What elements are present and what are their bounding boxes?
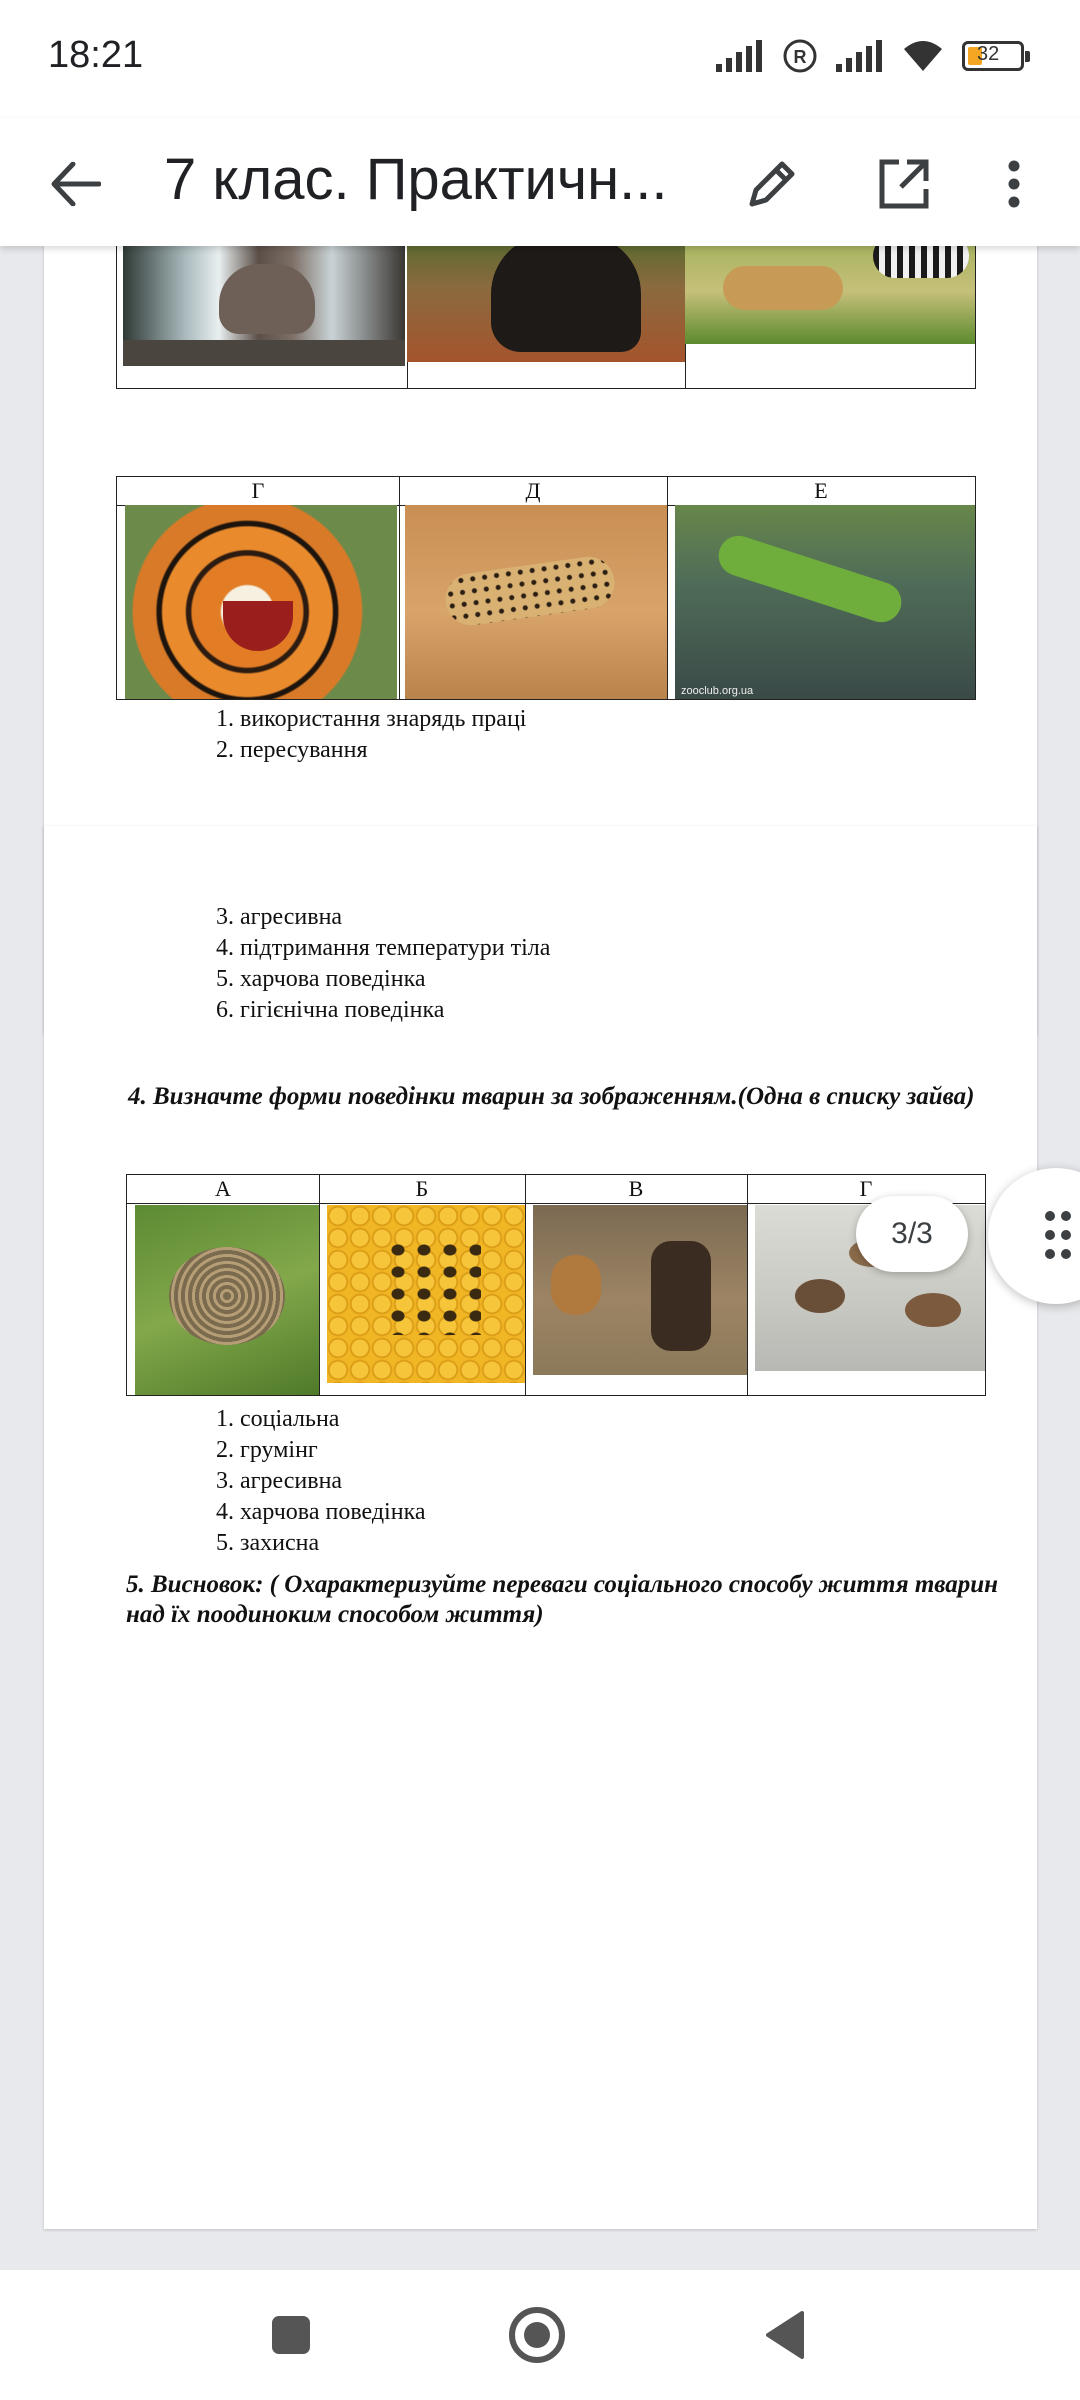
home-circle-icon xyxy=(508,2306,566,2364)
list-item: 4. харчова поведінка xyxy=(216,1499,426,1525)
arrow-left-icon xyxy=(51,162,101,206)
battery-icon xyxy=(962,41,1024,71)
wifi-icon xyxy=(902,39,944,73)
list-item: 5. захисна xyxy=(216,1530,320,1556)
table-cell-e xyxy=(667,477,975,699)
list-item: 3. агресивна xyxy=(216,1468,343,1494)
status-time: 18:21 xyxy=(48,34,144,76)
task-4-heading: 4. Визначте форми поведінки тварин за зображенням.(Одна в списку зайва) xyxy=(128,1083,975,1110)
square-icon xyxy=(270,2314,312,2356)
table-cell-v xyxy=(525,1175,748,1395)
list-item: 5. харчова поведінка xyxy=(216,966,426,992)
open-in-new-icon xyxy=(877,157,931,211)
table-header-d: Д xyxy=(399,477,667,506)
status-bar xyxy=(0,0,1080,118)
table-cell xyxy=(407,246,686,388)
list-item: 1. використання знарядь праці xyxy=(216,706,527,732)
recent-apps-button[interactable] xyxy=(256,2300,326,2370)
system-navigation-bar xyxy=(0,2270,1080,2400)
table-cell-a xyxy=(127,1175,320,1395)
edit-button[interactable] xyxy=(736,148,808,220)
back-button[interactable] xyxy=(40,148,112,220)
table-cell xyxy=(117,246,408,388)
tiger-image xyxy=(125,505,397,699)
bees-honeycomb-image xyxy=(327,1205,526,1383)
table-cell-d xyxy=(399,477,668,699)
cheetah-image xyxy=(405,505,667,699)
table-cell xyxy=(685,246,975,388)
table-header-g2: Г xyxy=(747,1175,985,1204)
app-toolbar xyxy=(0,118,1080,246)
roaming-icon xyxy=(782,38,818,74)
document-page-3 xyxy=(44,826,1037,2229)
document-title: 7 клас. Практичн... xyxy=(164,147,668,212)
table-header-g: Г xyxy=(117,477,399,506)
open-external-button[interactable] xyxy=(868,148,940,220)
triangle-back-icon xyxy=(762,2310,808,2360)
signal-icon-2 xyxy=(836,40,884,72)
signal-icon xyxy=(716,40,764,72)
hedgehog-image xyxy=(135,1205,319,1395)
list-item: 2. пересування xyxy=(216,737,368,763)
svg-text:R: R xyxy=(793,47,807,67)
battery-level: 32 xyxy=(977,43,1000,65)
grid-dots-icon xyxy=(1044,1208,1074,1262)
home-button[interactable] xyxy=(502,2300,572,2370)
elephant-waterfall-image xyxy=(123,246,405,366)
table-header-b: Б xyxy=(319,1175,525,1204)
back-nav-button[interactable] xyxy=(750,2300,820,2370)
answer-list-b xyxy=(216,902,550,1026)
lizard-image xyxy=(675,505,975,699)
chimpanzee-image xyxy=(407,246,686,362)
more-vert-icon xyxy=(1007,159,1021,209)
answer-list-c xyxy=(216,1404,426,1559)
more-options-button[interactable] xyxy=(984,148,1044,220)
conclusion-heading: 5. Висновок: ( Охарактеризуйте переваги соціального способу життя тварин над їх поодиноким способом життя) xyxy=(126,1571,999,1628)
image-table-2 xyxy=(116,476,976,700)
status-icons xyxy=(716,34,1024,78)
page-indicator: 3/3 xyxy=(856,1196,968,1272)
list-item: 1. соціальна xyxy=(216,1406,340,1432)
list-item: 6. гігієнічна поведінка xyxy=(216,997,445,1023)
image-table-row-1 xyxy=(116,246,976,389)
list-item: 4. підтримання температури тіла xyxy=(216,935,551,961)
pencil-icon xyxy=(746,158,798,210)
list-item: 2. грумінг xyxy=(216,1437,318,1463)
table-header-a: А xyxy=(127,1175,319,1204)
table-cell-g xyxy=(117,477,400,699)
image-watermark: zooclub.org.ua xyxy=(681,685,754,697)
answer-list-a xyxy=(216,704,526,766)
list-item: 3. агресивна xyxy=(216,904,343,930)
lion-deer-image xyxy=(533,1205,747,1375)
table-header-v: В xyxy=(525,1175,747,1204)
image-table-3 xyxy=(126,1174,986,1396)
table-header-e: Е xyxy=(667,477,975,506)
lion-zebra-image xyxy=(685,246,975,344)
table-cell-b xyxy=(319,1175,526,1395)
